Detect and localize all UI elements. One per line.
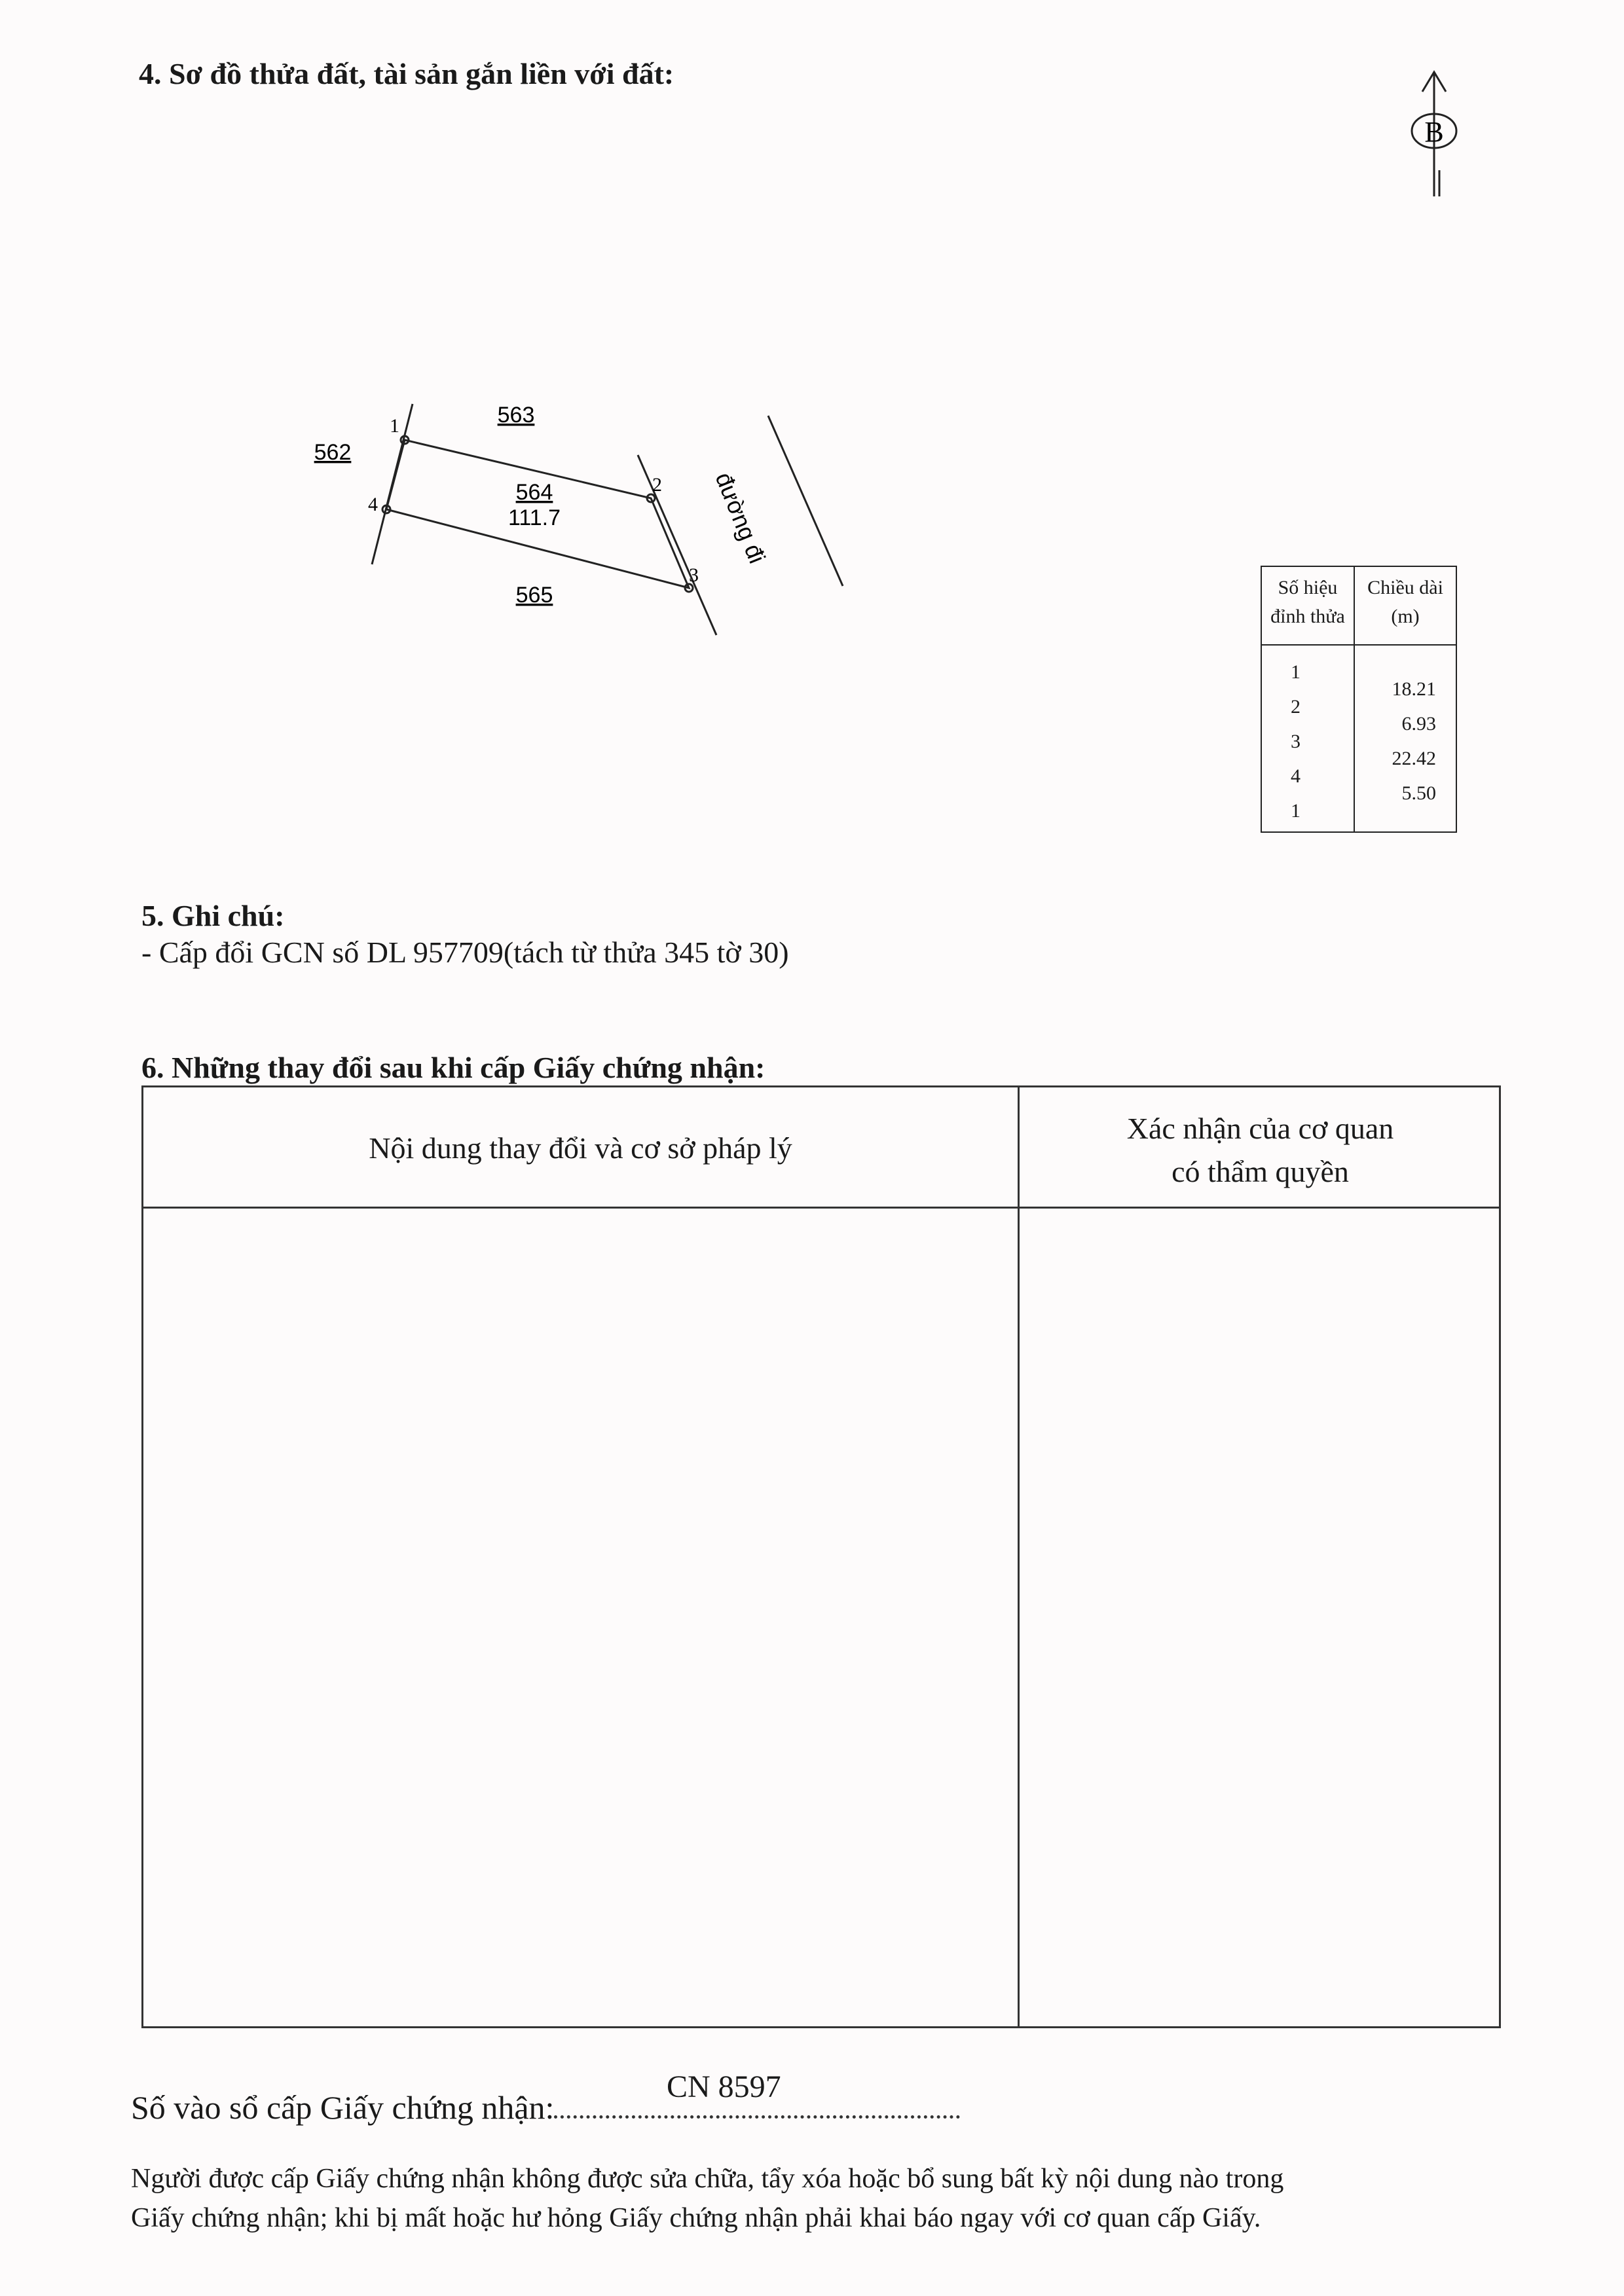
vertex-2-label: 2	[652, 474, 662, 496]
header-length-line1: Chiều dài	[1367, 577, 1443, 598]
north-arrow-icon	[1388, 65, 1480, 210]
vertex-length-table	[1261, 566, 1457, 833]
parcel-area-label: 111.7	[507, 505, 561, 530]
edge-length: 6.93	[1401, 713, 1436, 735]
changes-table	[141, 1085, 1501, 2028]
col-authority-header-line2: có thẩm quyền	[1172, 1155, 1349, 1188]
vertex-number: 4	[1291, 765, 1301, 787]
vertex-column	[1261, 645, 1354, 832]
parcel-number-label: 564	[515, 480, 553, 505]
registry-value: CN 8597	[667, 2069, 781, 2104]
edge-length: 5.50	[1401, 782, 1436, 804]
neighbor-west-label: 562	[314, 440, 352, 465]
vertex-number: 1	[1291, 661, 1301, 683]
header-vertex	[1261, 566, 1354, 645]
edge-length: 18.21	[1392, 678, 1436, 700]
vertex-3-label: 3	[689, 564, 699, 586]
registry-line	[131, 2088, 960, 2126]
vertex-number: 2	[1291, 696, 1301, 718]
neighbor-north-label: 563	[497, 403, 535, 428]
vertex-4-label: 4	[368, 494, 378, 515]
north-label: B	[1424, 116, 1444, 148]
col-authority-header	[1020, 1107, 1501, 1194]
changes-content-cell[interactable]	[143, 1209, 1018, 2027]
header-length-line2: (m)	[1391, 606, 1420, 627]
section-5-title: 5. Ghi chú:	[141, 899, 285, 932]
edge-length: 22.42	[1392, 748, 1436, 769]
authority-content-cell[interactable]	[1020, 1209, 1501, 2027]
footer-line-1: Người được cấp Giấy chứng nhận không được sửa chữa, tẩy xóa hoặc bổ sung bất kỳ nội dung nào trong	[131, 2164, 1284, 2194]
header-vertex-line1: Số hiệu	[1278, 577, 1338, 598]
registry-label: Số vào sổ cấp Giấy chứng nhận:	[131, 2089, 555, 2126]
section-5-note: - Cấp đổi GCN số DL 957709(tách từ thửa 345 tờ 30)	[141, 936, 789, 969]
header-length	[1354, 566, 1456, 645]
footer-notice	[131, 2159, 1506, 2238]
section-6-title: 6. Những thay đổi sau khi cấp Giấy chứng nhận:	[141, 1051, 766, 1084]
vertex-number: 3	[1291, 731, 1301, 752]
section-4-title: 4. Sơ đồ thửa đất, tài sản gắn liền với đất:	[139, 57, 674, 90]
registry-dots	[554, 2110, 960, 2119]
length-column	[1354, 645, 1456, 832]
col-authority-header-line1: Xác nhận của cơ quan	[1126, 1112, 1394, 1145]
parcel-diagram	[288, 380, 877, 668]
header-vertex-line2: đỉnh thửa	[1270, 606, 1345, 627]
vertex-number: 1	[1291, 800, 1301, 822]
neighbor-south-label: 565	[515, 583, 553, 608]
road-label: đường đi	[710, 468, 771, 568]
col-changes-header: Nội dung thay đổi và cơ sở pháp lý	[369, 1131, 792, 1165]
vertex-1-label: 1	[390, 415, 399, 437]
footer-line-2: Giấy chứng nhận; khi bị mất hoặc hư hỏng Giấy chứng nhận phải khai báo ngay với cơ quan cấp Giấy.	[131, 2203, 1261, 2233]
